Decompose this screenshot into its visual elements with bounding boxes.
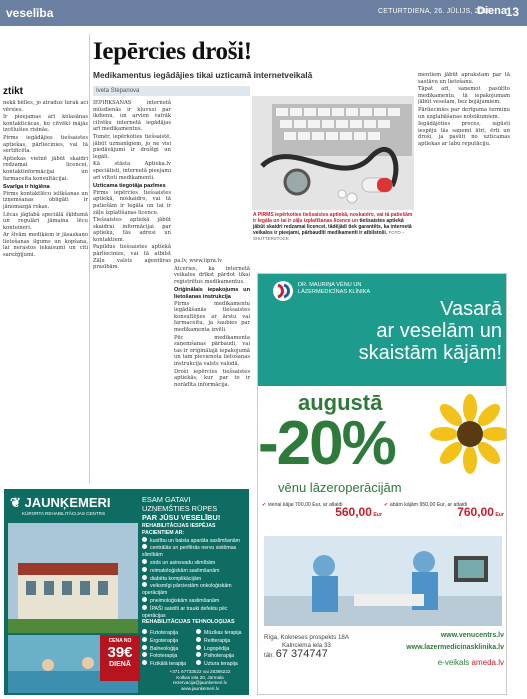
promo-line1: ESAM GATAVI xyxy=(142,495,191,504)
clinic-name-line2: LĀZERMEDICĪNAS KLĪNIKA xyxy=(298,289,371,295)
rehab-list-item: centrālās un perifērās nervu sistēmas slimībām xyxy=(142,545,237,559)
subheading: Uzticama tiegotāja pazīmes xyxy=(93,183,166,190)
paragraph: Pirms kontaktlēcu ielikšanas un izņemšanas obligāti ir jānomazgā rokas. xyxy=(3,190,88,210)
column-divider xyxy=(89,34,90,484)
paragraph: Kā stāsta Aptieka.lv speciālisti, internetā pieejami arī viltoti medikamenti. xyxy=(93,161,171,181)
subheading: Oriģinālais iepakojums un lietošanas instrukcija xyxy=(174,287,250,300)
paragraph: Pirms medikamentu iegādāšanās tiešsaistes konsultējies ar ārstu vai farmaceitu, ja šaubies par medikamenta izvēli. xyxy=(174,300,250,333)
rehab-list-item: veiksmīgi pārciestām onkoloģiskām operācijām xyxy=(142,583,232,597)
tech-section-heading: REHABILITĀCIJAS TEHNOLOĢIJAS xyxy=(142,619,235,625)
price-label: CENA NO xyxy=(108,638,132,644)
jaunkemeri-advertisement[interactable] xyxy=(4,489,249,695)
rehab-section-heading: REHABILITĀCIJAS IESPĒJAS PACIENTIEM AR: xyxy=(142,523,216,536)
offer-both-legs xyxy=(384,502,504,518)
stethoscope-keyboard-image xyxy=(252,96,414,210)
clinic-operation-photo xyxy=(264,536,502,626)
address-2: Kalnciema iela 33 xyxy=(282,642,331,649)
article-column-1 xyxy=(3,100,88,485)
contact-website[interactable]: www.jaunkemeri.lv xyxy=(180,685,220,691)
brand-name: Diena xyxy=(477,5,507,17)
article-title: Iepērcies droši! xyxy=(93,38,252,65)
phone-label: tālr. xyxy=(264,652,274,659)
paragraph: pa.lv, www.lipra.lv xyxy=(174,258,223,264)
promo-month: augustā xyxy=(298,390,383,415)
page-header xyxy=(0,0,527,26)
promo-line2: UZŅEMŠTIES RŪPES xyxy=(142,504,218,513)
sunflower-image xyxy=(430,394,507,478)
headline-line3: skaistām kājām! xyxy=(358,342,502,364)
brand-subtitle: KŪRORTA REHABILITĀCIJAS CENTRS xyxy=(22,511,106,516)
headline-line2: ar veselām un xyxy=(376,320,502,342)
caption-lead: A PIRMS iepērkoties tiešsaistes aptiekā, noskaidro, vai tā patiešām ir legāla un tai ir zāļu izplatīšanas licence un xyxy=(253,212,413,224)
paragraph: Droši iepērcies tiešsaistes aptiekās, kur par to ir norādīta informācija. xyxy=(174,368,250,388)
check-icon: ✔ xyxy=(262,502,267,508)
leaf-icon: ❦ xyxy=(10,495,21,510)
contact-address: Kolkas iela 20, Jūrmala xyxy=(176,674,224,680)
tech-item: Mūzikas terapija xyxy=(196,629,248,637)
rehab-list-item: diabēta komplikācijām xyxy=(142,575,246,583)
tech-item: Reitterapija xyxy=(196,637,248,645)
clinic-advertisement[interactable] xyxy=(257,273,507,695)
rehab-list-item: kustību un balsta aparāta saslimšanām xyxy=(142,537,246,545)
article-column-4 xyxy=(418,72,510,267)
tech-item: Fizikālā terapija xyxy=(142,660,194,668)
section-name: veselība xyxy=(6,6,54,20)
paragraph: Iegādājoties preces, iegūsti iespēju tās saņemt ātri, ērti un droši, ja pasūti no uzticamas aptiekas ar labu reputāciju. xyxy=(418,121,510,147)
tech-item: Fototerapija xyxy=(142,652,194,660)
rehab-list-item: sirds un asinsvadu slimībām xyxy=(142,559,246,567)
paragraph: Papildus tiešsaistes aptiekā pārliecinies, vai tā atbilst Zāļu valsts aģentūras prasībām. xyxy=(93,244,171,271)
tech-item: Ergoterapija xyxy=(142,637,194,645)
previous-article-heading: ztikt xyxy=(3,86,23,97)
brand-logo xyxy=(10,495,111,511)
tech-item: Uztura terapija xyxy=(196,660,248,668)
website-link[interactable]: www.lazermedicinasklinika.lv xyxy=(406,644,504,651)
tech-item: Logopēdija xyxy=(196,645,248,653)
photo-credit: FOTO – SHUTTERSTOCK xyxy=(253,230,405,241)
paragraph: Pirms iegādājies tiešsaistes aptiekas, pārliecinies, vai tā sertificēta. xyxy=(3,134,88,155)
rehab-center-photo xyxy=(8,523,138,633)
promo-line3: PAR JŪSU VESELĪBU! xyxy=(142,513,221,522)
clinic-name-line1: DR. MAURIŅA VĒNU UN xyxy=(298,282,362,288)
issue-date: CETURTDIENA, 26. JŪLIJS, 2018 xyxy=(377,8,491,15)
offer-unit: Eur xyxy=(495,511,504,518)
phone-number: 67 374747 xyxy=(275,648,328,660)
paragraph: Pēc medikamenta saņemšanas pārbaudi, vai tas ir oriģinālajā iepakojumā un tam pievienota lietošanas instrukcija valsts valodā. xyxy=(174,334,250,367)
paragraph: Ir pieejamas arī kolasānas kontakticācas, ko citvēki mājās izcēlušies risinās. xyxy=(3,114,88,134)
discount-value: -20% xyxy=(258,409,395,478)
payment-logo-ameda: ameda.lv xyxy=(471,658,504,667)
payment-logo-eveikals: e-veikals xyxy=(437,658,470,667)
paragraph: Pirms iepērcies tiešsaistes aptiekā, noskaidro, vai tā patiešām ir legāla un tai ir zāļu izplatīšanas licence. xyxy=(93,189,171,216)
discount-label: vēnu lāzeroperācijām xyxy=(278,480,402,495)
paragraph: Lēcas jāglabā speciālā šķīdumā un regulāri jāmaina lēcu konteineri. xyxy=(3,211,88,231)
article-subtitle: Medikamentus iegādājies tikai uzticamā internetveikalā xyxy=(93,70,313,80)
paragraph: Pārliecinies par derīguma termiņu un uzglabāšanas noteikumiem. xyxy=(418,106,510,120)
paragraph: nekā bēlles, jo atradus turak aci vērsies. xyxy=(3,100,88,113)
paragraph: Ar šīvām mediķiem ir jāsaskaņo lietošanas ilgums un kopšana, lai nerastos iekaisumi un citi sarežģījumi. xyxy=(3,232,88,259)
tech-item: Fizioterapija xyxy=(142,629,194,637)
paragraph: IEPIRKŠANĀS internetā mūsdienās ir kļuvusi par ikdienu, un arvien vairāk cilvēku internetā iegādājas arī medikamentus. xyxy=(93,100,171,133)
rehab-list-item: reimatoloģiskām saslimšanām xyxy=(142,567,246,575)
website-link[interactable]: www.venucentrs.lv xyxy=(440,632,504,639)
article-column-3 xyxy=(174,100,250,485)
rehab-list-item: ĪPAŠI saistīti ar trauki defektu pēc operācijas xyxy=(142,605,228,619)
paragraph: mentiem jābūt aprakstam par tā sastāvu un lietošanu. xyxy=(418,72,510,85)
article-photo xyxy=(252,96,414,210)
offer-one-leg xyxy=(262,502,382,518)
rehab-list-item: pneimoloģiskām saslimšanām xyxy=(142,597,246,605)
headline-line1: Vasarā xyxy=(440,298,502,320)
address-1: Rīga, Kokneses prospekts 18A xyxy=(264,634,349,641)
paragraph: Tāpat arī, saņemot pasūtīto medikamentu, tā iepakojumam jābūt veselam, bez bojājumiem. xyxy=(418,86,510,106)
tech-item: Psihoterapija xyxy=(196,652,248,660)
offer-price: 560,00 xyxy=(335,504,372,519)
article-column-2 xyxy=(93,100,171,485)
author-byline: Iveta Stepanova xyxy=(93,86,250,96)
offer-price: 760,00 xyxy=(457,504,494,519)
offer-label: vienai kājai 700,00 Eur, ar atlaidi xyxy=(267,502,343,508)
brand-name: JAUNĶEMERI xyxy=(24,495,111,510)
page-number: 13 xyxy=(505,5,519,19)
paragraph: Tomēr, iepērkoties tiešsaistē, jābūt uzmanīgiem, jo ne visi piedāvājumi ir drošīgi un legāli. xyxy=(93,133,171,160)
price-value: 39€ xyxy=(107,644,133,661)
contact-phone: +371 67733522 vai 26386222 xyxy=(169,669,231,674)
check-icon: ✔ xyxy=(384,502,389,508)
caption-body: tiešsaistes aptiekā jābūt skaidri redzamai licencei, tādējādi tiek garantēts, ka internetā veikalos ir pieejami, pārbaudīti medikamenti ir atbilstoši. xyxy=(253,218,412,236)
paragraph: Tiešsaistes aptiekā jābūt skaidrai informācijai par aptieku, tās adresi un kontaktiem. xyxy=(93,217,171,243)
tech-item: Balneoloģija xyxy=(142,645,194,653)
offer-label: abām kājām 950,00 Eur, ar atlaidi xyxy=(389,502,468,508)
photo-caption xyxy=(253,212,413,242)
paragraph: Atceries, ka internetā veikalos drīkst pārdot tikai reģistrētus medikamentus. xyxy=(174,265,250,285)
paragraph: Aptiekas vietnē jābūt skaidri redzamai licencei, kontaktinformācijai un farmaceita konsultācijai. xyxy=(3,155,88,182)
price-unit: DIENĀ xyxy=(109,661,131,668)
subheading: Svarīga ir higiēna xyxy=(3,184,50,191)
contact-email[interactable]: rezervacija@jaunkemeri.lv xyxy=(173,680,227,686)
offer-unit: Eur xyxy=(373,511,382,518)
